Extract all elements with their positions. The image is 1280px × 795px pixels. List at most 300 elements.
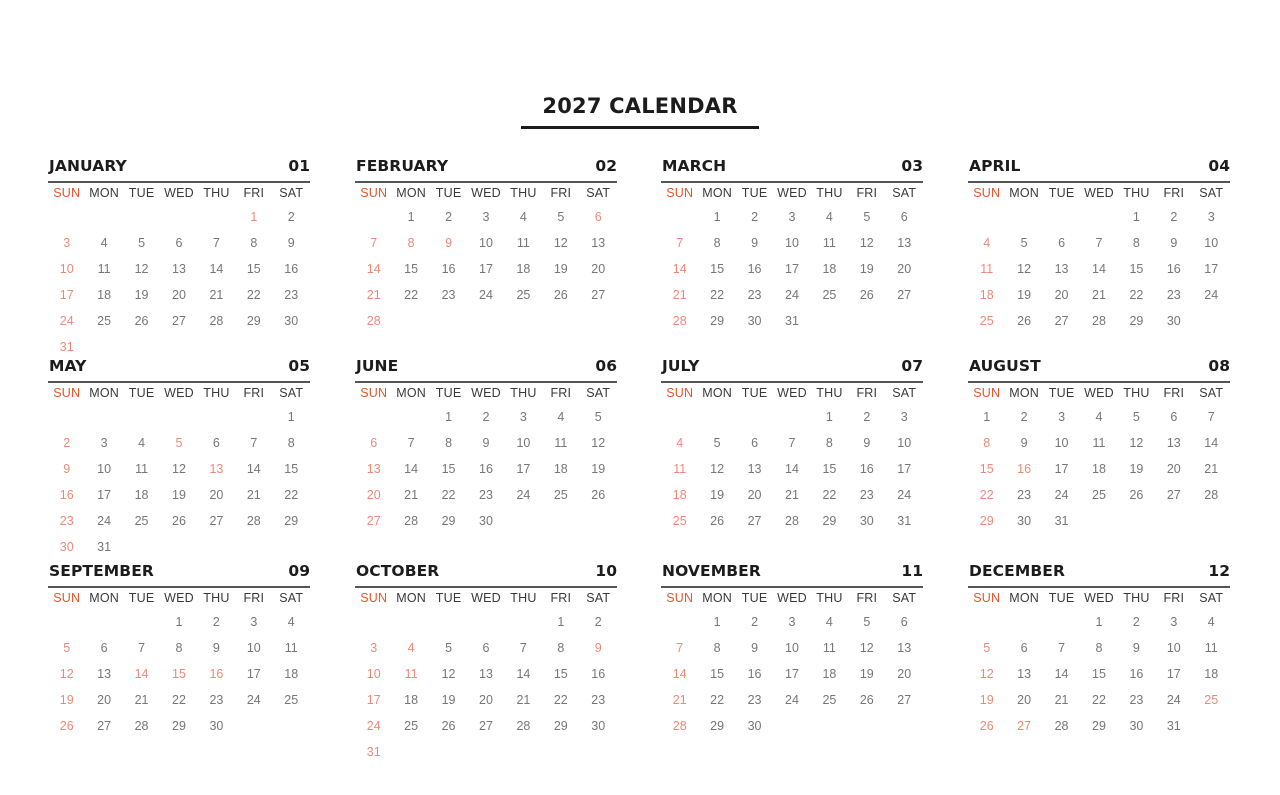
day-cell: 20 xyxy=(366,487,381,502)
day-cell: 3 xyxy=(1058,409,1066,424)
day-cell: 8 xyxy=(445,435,453,450)
empty-day-cell xyxy=(1005,609,1042,635)
day-cell: 12 xyxy=(59,666,74,681)
day-cell: 5 xyxy=(138,235,146,250)
empty-day-cell xyxy=(542,739,579,765)
empty-day-cell xyxy=(160,534,197,560)
empty-day-cell xyxy=(1043,609,1080,635)
week-row xyxy=(48,661,310,687)
week-row xyxy=(48,456,310,482)
weekday-label: FRI xyxy=(1163,385,1185,400)
day-cell: 27 xyxy=(97,718,112,733)
weekday-label: TUE xyxy=(128,590,155,605)
day-cell: 22 xyxy=(404,287,419,302)
day-cell: 1 xyxy=(287,409,295,424)
day-cell: 30 xyxy=(1166,313,1181,328)
weekday-label: SUN xyxy=(973,590,1001,605)
day-cell: 10 xyxy=(97,461,112,476)
day-cell: 28 xyxy=(209,313,224,328)
weekday-label: TUE xyxy=(1048,385,1075,400)
day-cell: 16 xyxy=(284,261,299,276)
day-cell: 11 xyxy=(554,435,568,450)
day-cell: 8 xyxy=(557,640,565,655)
weekday-label: FRI xyxy=(243,385,265,400)
day-cell: 18 xyxy=(97,287,112,302)
day-cell: 14 xyxy=(209,261,224,276)
day-cell: 7 xyxy=(138,640,146,655)
day-cell: 21 xyxy=(209,287,224,302)
day-cell: 2 xyxy=(1170,209,1178,224)
day-cell: 3 xyxy=(100,435,108,450)
month-number: 01 xyxy=(288,157,310,175)
day-cell: 22 xyxy=(441,487,456,502)
weekday-label: THU xyxy=(1123,385,1150,400)
empty-day-cell xyxy=(273,713,310,739)
week-row xyxy=(661,256,923,282)
weekday-label: TUE xyxy=(741,590,768,605)
day-cell: 3 xyxy=(519,409,527,424)
day-cell: 10 xyxy=(1054,435,1069,450)
day-cell: 7 xyxy=(407,435,415,450)
empty-day-cell xyxy=(580,508,617,534)
week-row xyxy=(48,308,310,334)
day-cell: 14 xyxy=(516,666,531,681)
day-cell: 19 xyxy=(553,261,568,276)
day-cell: 1 xyxy=(713,614,721,629)
month-number: 10 xyxy=(595,562,617,580)
empty-day-cell xyxy=(886,308,923,334)
day-cell: 19 xyxy=(441,692,456,707)
day-cell: 30 xyxy=(1017,513,1032,528)
week-row xyxy=(968,508,1230,534)
day-cell: 7 xyxy=(676,640,684,655)
day-cell: 18 xyxy=(1092,461,1106,476)
week-row xyxy=(661,230,923,256)
day-cell: 24 xyxy=(479,287,493,302)
month-december xyxy=(968,562,1230,739)
empty-day-cell xyxy=(48,204,85,230)
month-header xyxy=(968,357,1230,379)
day-cell: 4 xyxy=(825,614,833,629)
empty-day-cell xyxy=(160,404,197,430)
weekday-label: FRI xyxy=(550,590,572,605)
day-cell: 10 xyxy=(1204,235,1219,250)
day-cell: 17 xyxy=(479,261,493,276)
day-cell: 14 xyxy=(134,666,149,681)
day-cell: 1 xyxy=(250,209,258,224)
month-name: MARCH xyxy=(662,157,727,175)
day-cell: 5 xyxy=(1020,235,1028,250)
day-cell: 12 xyxy=(979,666,994,681)
month-november xyxy=(661,562,923,739)
weekday-label: SUN xyxy=(53,185,81,200)
day-cell: 21 xyxy=(134,692,149,707)
week-row xyxy=(661,713,923,739)
day-cell: 2 xyxy=(287,209,295,224)
day-cell: 29 xyxy=(441,513,456,528)
day-cell: 16 xyxy=(859,461,874,476)
empty-day-cell xyxy=(968,609,1005,635)
day-cell: 15 xyxy=(979,461,994,476)
weekday-label: FRI xyxy=(243,185,265,200)
week-row xyxy=(661,204,923,230)
day-cell: 24 xyxy=(97,513,112,528)
day-cell: 6 xyxy=(594,209,602,224)
day-cell: 16 xyxy=(59,487,74,502)
day-cell: 24 xyxy=(1054,487,1069,502)
empty-day-cell xyxy=(467,308,504,334)
day-cell: 23 xyxy=(209,692,224,707)
day-cell: 10 xyxy=(59,261,74,276)
day-cell: 7 xyxy=(1095,235,1103,250)
week-row xyxy=(48,534,310,560)
month-march xyxy=(661,157,923,334)
empty-day-cell xyxy=(85,609,122,635)
day-cell: 24 xyxy=(785,692,799,707)
weekday-label: THU xyxy=(816,590,843,605)
day-cell: 5 xyxy=(863,209,871,224)
day-cell: 5 xyxy=(445,640,453,655)
day-cell: 2 xyxy=(594,614,602,629)
day-cell: 25 xyxy=(1092,487,1106,502)
weekday-header-row xyxy=(661,183,923,204)
month-name: MAY xyxy=(49,357,87,375)
day-cell: 3 xyxy=(1207,209,1215,224)
weekday-header-row xyxy=(355,383,617,404)
empty-day-cell xyxy=(85,404,122,430)
week-row xyxy=(355,456,617,482)
week-row xyxy=(48,404,310,430)
day-cell: 20 xyxy=(1017,692,1032,707)
day-cell: 5 xyxy=(63,640,71,655)
day-cell: 15 xyxy=(1129,261,1144,276)
month-header xyxy=(355,562,617,584)
day-cell: 13 xyxy=(97,666,112,681)
empty-day-cell xyxy=(661,609,698,635)
day-cell: 6 xyxy=(751,435,759,450)
weekday-label: SUN xyxy=(360,185,388,200)
month-header xyxy=(355,357,617,379)
day-cell: 30 xyxy=(747,313,762,328)
empty-day-cell xyxy=(85,334,122,360)
day-cell: 25 xyxy=(404,718,419,733)
week-row xyxy=(968,230,1230,256)
day-cell: 25 xyxy=(134,513,149,528)
weekday-label: MON xyxy=(1009,590,1040,605)
day-cell: 6 xyxy=(900,209,908,224)
day-cell: 14 xyxy=(785,461,799,476)
day-cell: 30 xyxy=(591,718,606,733)
day-cell: 19 xyxy=(134,287,149,302)
day-cell: 29 xyxy=(979,513,994,528)
day-cell: 21 xyxy=(672,287,687,302)
weekday-label: FRI xyxy=(856,590,878,605)
weekday-label: WED xyxy=(777,590,807,605)
day-cell: 4 xyxy=(676,435,684,450)
weekday-label: THU xyxy=(510,385,537,400)
month-april xyxy=(968,157,1230,334)
weekday-header-row xyxy=(968,588,1230,609)
day-cell: 7 xyxy=(370,235,378,250)
day-cell: 24 xyxy=(246,692,261,707)
day-cell: 4 xyxy=(519,209,527,224)
day-cell: 15 xyxy=(1092,666,1106,681)
day-cell: 27 xyxy=(1054,313,1069,328)
weekday-label: SUN xyxy=(973,185,1001,200)
day-cell: 3 xyxy=(370,640,378,655)
day-cell: 19 xyxy=(859,261,874,276)
day-cell: 18 xyxy=(672,487,687,502)
day-cell: 14 xyxy=(246,461,261,476)
day-cell: 10 xyxy=(516,435,531,450)
empty-day-cell xyxy=(1193,308,1230,334)
week-row xyxy=(355,739,617,765)
empty-day-cell xyxy=(160,204,197,230)
day-cell: 27 xyxy=(591,287,606,302)
day-cell: 27 xyxy=(897,692,912,707)
day-cell: 13 xyxy=(591,235,606,250)
weekday-label: THU xyxy=(816,185,843,200)
month-number: 04 xyxy=(1208,157,1230,175)
day-cell: 13 xyxy=(172,261,186,276)
empty-day-cell xyxy=(123,404,160,430)
empty-day-cell xyxy=(848,308,885,334)
weekday-label: MON xyxy=(396,590,427,605)
day-cell: 30 xyxy=(859,513,874,528)
weekday-header-row xyxy=(968,183,1230,204)
week-row xyxy=(661,404,923,430)
day-cell: 23 xyxy=(747,287,762,302)
day-cell: 4 xyxy=(100,235,108,250)
week-row xyxy=(661,308,923,334)
week-row xyxy=(968,430,1230,456)
day-cell: 21 xyxy=(1204,461,1219,476)
weekday-label: SUN xyxy=(666,590,694,605)
weekday-label: WED xyxy=(471,590,501,605)
week-row xyxy=(968,404,1230,430)
empty-day-cell xyxy=(811,713,848,739)
day-cell: 14 xyxy=(366,261,381,276)
day-cell: 11 xyxy=(404,666,418,681)
day-cell: 16 xyxy=(747,666,762,681)
day-cell: 28 xyxy=(134,718,149,733)
day-cell: 3 xyxy=(482,209,490,224)
day-cell: 20 xyxy=(591,261,606,276)
day-cell: 8 xyxy=(287,435,295,450)
day-cell: 11 xyxy=(284,640,298,655)
day-cell: 13 xyxy=(747,461,762,476)
week-row xyxy=(48,430,310,456)
day-cell: 22 xyxy=(710,287,725,302)
day-cell: 26 xyxy=(710,513,725,528)
day-cell: 2 xyxy=(212,614,220,629)
day-cell: 2 xyxy=(482,409,490,424)
day-cell: 22 xyxy=(1092,692,1106,707)
day-cell: 30 xyxy=(209,718,224,733)
week-row xyxy=(355,230,617,256)
month-name: JUNE xyxy=(356,357,399,375)
day-cell: 19 xyxy=(591,461,606,476)
day-cell: 18 xyxy=(516,261,531,276)
weekday-label: TUE xyxy=(741,385,768,400)
empty-day-cell xyxy=(85,204,122,230)
day-cell: 24 xyxy=(1166,692,1181,707)
empty-day-cell xyxy=(235,534,272,560)
weekday-label: FRI xyxy=(856,385,878,400)
day-cell: 5 xyxy=(983,640,991,655)
weekday-label: MON xyxy=(89,590,120,605)
day-cell: 17 xyxy=(1054,461,1069,476)
day-cell: 5 xyxy=(594,409,602,424)
day-cell: 9 xyxy=(1170,235,1178,250)
day-cell: 4 xyxy=(1095,409,1103,424)
empty-day-cell xyxy=(505,308,542,334)
day-cell: 24 xyxy=(785,287,799,302)
day-cell: 7 xyxy=(1207,409,1215,424)
day-cell: 13 xyxy=(897,640,912,655)
day-cell: 12 xyxy=(710,461,725,476)
day-cell: 6 xyxy=(1020,640,1028,655)
day-cell: 14 xyxy=(672,261,687,276)
empty-day-cell xyxy=(542,308,579,334)
month-name: FEBRUARY xyxy=(356,157,449,175)
week-row xyxy=(661,661,923,687)
empty-day-cell xyxy=(198,204,235,230)
day-cell: 9 xyxy=(212,640,220,655)
empty-day-cell xyxy=(886,713,923,739)
weekday-label: SUN xyxy=(53,385,81,400)
day-cell: 8 xyxy=(713,640,721,655)
weekday-label: FRI xyxy=(243,590,265,605)
day-cell: 8 xyxy=(1095,640,1103,655)
week-row xyxy=(968,609,1230,635)
weekday-label: THU xyxy=(510,590,537,605)
weekday-label: TUE xyxy=(128,185,155,200)
week-row xyxy=(968,687,1230,713)
empty-day-cell xyxy=(580,739,617,765)
empty-day-cell xyxy=(392,609,429,635)
day-cell: 19 xyxy=(979,692,994,707)
day-cell: 26 xyxy=(1017,313,1032,328)
weekday-label: THU xyxy=(816,385,843,400)
month-name: APRIL xyxy=(969,157,1021,175)
day-cell: 27 xyxy=(1166,487,1181,502)
month-number: 03 xyxy=(901,157,923,175)
day-cell: 12 xyxy=(172,461,186,476)
day-cell: 31 xyxy=(59,339,74,354)
weekday-label: THU xyxy=(203,590,230,605)
week-row xyxy=(968,713,1230,739)
day-cell: 4 xyxy=(1207,614,1215,629)
day-cell: 9 xyxy=(863,435,871,450)
day-cell: 18 xyxy=(979,287,994,302)
day-cell: 17 xyxy=(516,461,531,476)
day-cell: 10 xyxy=(785,640,799,655)
day-cell: 17 xyxy=(1166,666,1181,681)
empty-day-cell xyxy=(505,508,542,534)
empty-day-cell xyxy=(392,404,429,430)
weekday-header-row xyxy=(661,383,923,404)
day-cell: 28 xyxy=(672,718,687,733)
weekday-label: FRI xyxy=(1163,185,1185,200)
day-cell: 18 xyxy=(822,666,837,681)
empty-day-cell xyxy=(160,334,197,360)
week-row xyxy=(355,635,617,661)
day-cell: 26 xyxy=(134,313,149,328)
weekday-label: SAT xyxy=(1199,385,1224,400)
month-name: OCTOBER xyxy=(356,562,440,580)
weekday-label: MON xyxy=(702,590,733,605)
day-cell: 1 xyxy=(1132,209,1140,224)
week-row xyxy=(48,687,310,713)
empty-day-cell xyxy=(773,404,810,430)
day-cell: 2 xyxy=(63,435,71,450)
week-row xyxy=(968,635,1230,661)
month-number: 09 xyxy=(288,562,310,580)
weekday-label: SAT xyxy=(1199,185,1224,200)
day-cell: 18 xyxy=(284,666,299,681)
day-cell: 20 xyxy=(1166,461,1181,476)
empty-day-cell xyxy=(1193,713,1230,739)
day-cell: 31 xyxy=(1166,718,1181,733)
day-cell: 20 xyxy=(97,692,112,707)
empty-day-cell xyxy=(48,404,85,430)
week-row xyxy=(661,430,923,456)
day-cell: 14 xyxy=(404,461,419,476)
day-cell: 20 xyxy=(1054,287,1069,302)
week-row xyxy=(355,661,617,687)
day-cell: 23 xyxy=(1129,692,1144,707)
weekday-label: WED xyxy=(164,185,194,200)
day-cell: 14 xyxy=(672,666,687,681)
day-cell: 23 xyxy=(441,287,456,302)
day-cell: 3 xyxy=(788,209,796,224)
day-cell: 19 xyxy=(1017,287,1032,302)
day-cell: 7 xyxy=(250,435,258,450)
weekday-label: TUE xyxy=(435,185,462,200)
title-underline xyxy=(521,126,759,129)
day-cell: 15 xyxy=(172,666,186,681)
day-cell: 19 xyxy=(1129,461,1144,476)
day-cell: 9 xyxy=(751,235,759,250)
day-cell: 22 xyxy=(284,487,299,502)
weekday-label: WED xyxy=(164,590,194,605)
weekday-label: SAT xyxy=(892,185,917,200)
day-cell: 1 xyxy=(557,614,565,629)
day-cell: 20 xyxy=(747,487,762,502)
week-row xyxy=(355,404,617,430)
day-cell: 25 xyxy=(822,287,837,302)
week-row xyxy=(661,482,923,508)
week-row xyxy=(48,204,310,230)
empty-day-cell xyxy=(235,713,272,739)
month-july xyxy=(661,357,923,534)
day-cell: 15 xyxy=(441,461,456,476)
day-cell: 8 xyxy=(825,435,833,450)
month-august xyxy=(968,357,1230,534)
week-row xyxy=(48,334,310,360)
day-cell: 21 xyxy=(672,692,687,707)
weekday-label: SUN xyxy=(360,385,388,400)
empty-day-cell xyxy=(811,308,848,334)
day-cell: 17 xyxy=(246,666,261,681)
day-cell: 1 xyxy=(983,409,991,424)
day-cell: 30 xyxy=(59,539,74,554)
weekday-label: WED xyxy=(777,385,807,400)
day-cell: 3 xyxy=(63,235,71,250)
empty-day-cell xyxy=(505,609,542,635)
empty-day-cell xyxy=(661,204,698,230)
